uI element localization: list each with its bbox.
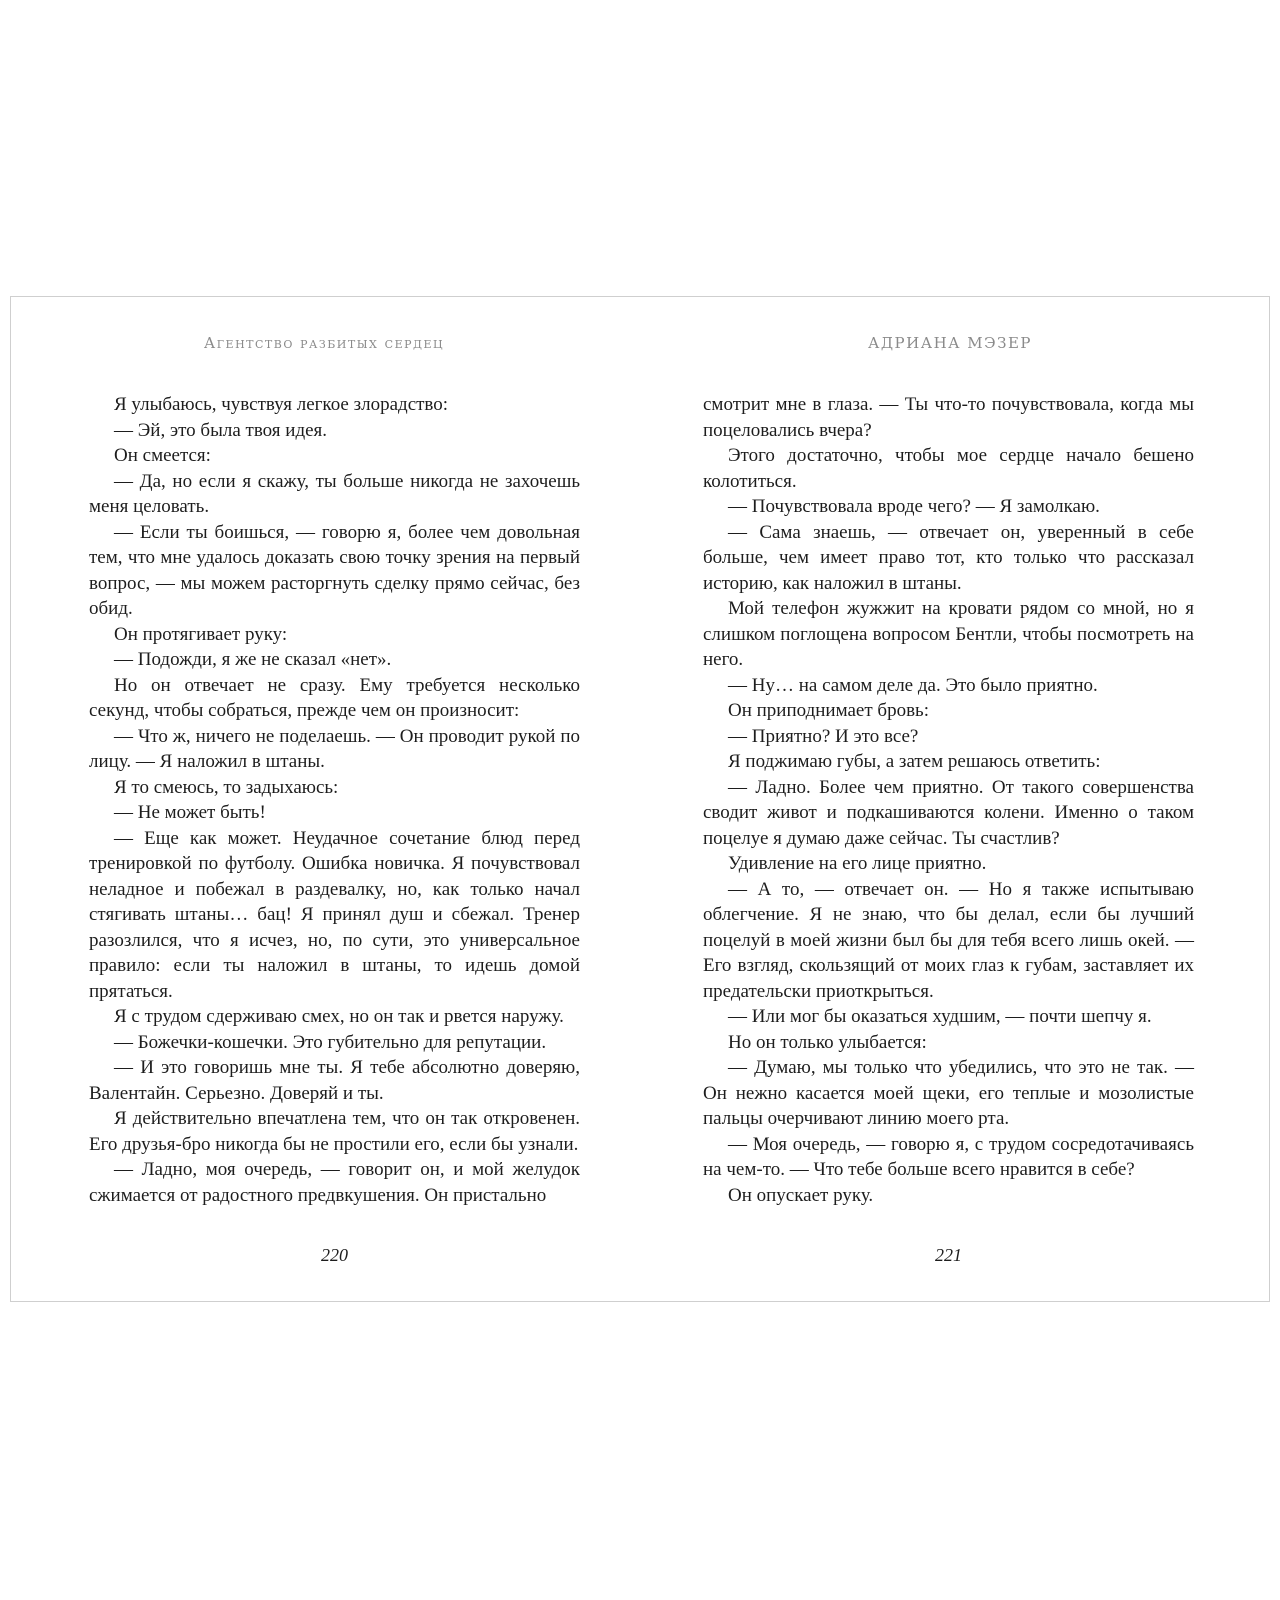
paragraph: — Еще как может. Неудачное сочетание блюд перед тренировкой по футболу. Ошибка новичка. Я почувствовал неладное и побежал в раздевалку, но, как только начал стягивать штаны… бац! Я принял душ и сбежал. Тренер разозлился, что я исчез, но, по сути, это универсальное правило: если ты наложил в штаны, то идешь домой прятаться. <box>89 827 580 1002</box>
paragraph: — Сама знаешь, — отвечает он, уверенный в себе больше, чем имеет право тот, кто только что рассказал историю, как наложил в штаны. <box>703 521 1194 594</box>
paragraph: — Моя очередь, — говорю я, с трудом сосредотачиваясь на чем-то. — Что тебе больше всего нравится в себе? <box>703 1133 1194 1180</box>
paragraph: Я то смеюсь, то задыхаюсь: <box>114 776 339 798</box>
paragraph: — Или мог бы оказаться худшим, — почти шепчу я. <box>728 1006 1152 1027</box>
paragraph: — Эй, это была твоя идея. <box>114 419 328 441</box>
paragraph: — Божечки-кошечки. Это губительно для репутации. <box>114 1031 547 1053</box>
paragraph: — Думаю, мы только что убедились, что это не так. — Он нежно касается моей щеки, его теплые и мозолистые пальцы очерчивают линию моего рта. <box>703 1057 1194 1129</box>
right-page-text <box>703 392 1194 1208</box>
paragraph: Этого достаточно, чтобы мое сердце начало бешено колотиться. <box>703 445 1194 492</box>
paragraph: Я улыбаюсь, чувствуя легкое злорадство: <box>114 394 449 415</box>
continued-paragraph: смотрит мне в глаза. — Ты что-то почувствовала, когда мы поцеловались вчера? <box>703 394 1194 441</box>
paragraph: Он протягивает руку: <box>114 623 288 645</box>
paragraph: — Ладно, моя очередь, — говорит он, и мой желудок сжимается от радостного предвкушения. Он пристально <box>89 1159 580 1206</box>
paragraph: Он приподнимает бровь: <box>728 700 929 721</box>
page-number-right: 221 <box>935 1245 962 1265</box>
running-head-book-title: Агентство разбитых сердец <box>203 334 445 352</box>
paragraph: Я с трудом сдерживаю смех, но он так и рвется наружу. <box>114 1006 564 1027</box>
paragraph: — Не может быть! <box>114 802 266 823</box>
paragraph: Удивление на его лице приятно. <box>728 853 987 874</box>
paragraph: — Ладно. Более чем приятно. От такого совершенства сводит живот и подкашиваются колени. Именно о таком поцелуе я думаю даже сейчас. Ты счастлив? <box>703 776 1194 849</box>
paragraph: — Ну… на самом деле да. Это было приятно. <box>728 674 1098 696</box>
paragraph: — Если ты боишься, — говорю я, более чем довольная тем, что мне удалось доказать свою точку зрения на первый вопрос, — мы можем расторгнуть сделку прямо сейчас, без обид. <box>89 521 580 619</box>
left-page-text <box>89 392 580 1208</box>
paragraph: Он опускает руку. <box>728 1184 874 1206</box>
paragraph: Но он только улыбается: <box>728 1031 927 1053</box>
paragraph: Мой телефон жужжит на кровати рядом со мной, но я слишком поглощена вопросом Бентли, чтобы посмотреть на него. <box>703 598 1194 670</box>
paragraph: — Что ж, ничего не поделаешь. — Он проводит рукой по лицу. — Я наложил в штаны. <box>89 725 580 772</box>
paragraph: — Да, но если я скажу, ты больше никогда не захочешь меня целовать. <box>89 470 580 517</box>
running-head-author: АДРИАНА МЭЗЕР <box>867 334 1033 352</box>
paragraph: — Приятно? И это все? <box>728 725 919 747</box>
paragraph: — И это говоришь мне ты. Я тебе абсолютно доверяю, Валентайн. Серьезно. Доверяй и ты. <box>89 1057 580 1104</box>
paragraph: Он смеется: <box>114 445 211 466</box>
page-number-left: 220 <box>321 1245 348 1265</box>
paragraph: Но он отвечает не сразу. Ему требуется несколько секунд, чтобы собраться, прежде чем он произносит: <box>89 674 580 721</box>
paragraph: — Подожди, я же не сказал «нет». <box>114 649 392 670</box>
paragraph: Я поджимаю губы, а затем решаюсь ответить: <box>728 751 1101 772</box>
paragraph: — Почувствовала вроде чего? — Я замолкаю. <box>728 496 1100 517</box>
paragraph: Я действительно впечатлена тем, что он так откровенен. Его друзья-бро никогда бы не простили его, если бы узнали. <box>89 1108 580 1155</box>
paragraph: — А то, — отвечает он. — Но я также испытываю облегчение. Я не знаю, что бы делал, если бы лучший поцелуй в моей жизни был бы для тебя всего лишь окей. — Его взгляд, скользящий от моих глаз к губам, заставляет их предательски приоткрыться. <box>703 878 1194 1002</box>
